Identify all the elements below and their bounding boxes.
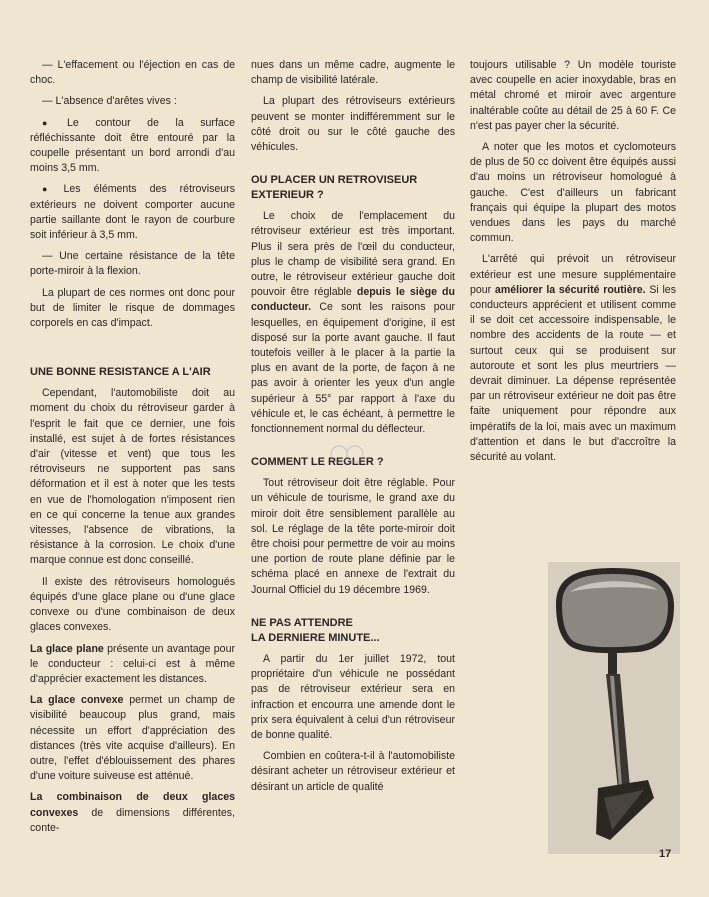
paragraph: La glace plane présente un avantage pour le conducteur : celui-ci est à même d'apprécier exactement les distances.	[30, 642, 235, 685]
bullet-icon	[42, 183, 64, 195]
paragraph: — L'absence d'arêtes vives :	[42, 95, 177, 108]
column-1	[30, 58, 235, 842]
paragraph: L'arrêté qui prévoit un rétroviseur extérieur est une mesure supplémentaire pour améliorer la sécurité routière. Si les conducteurs apprécient et utilisent comme il se doit cet accessoire indispensable, le nombre des accidents de la route — et surtout ceux qui se produisent sur autoroute et sont les plus meurtriers — devrait diminuer. La dépense représentée par un rétroviseur extérieur ne doit pas être faite uniquement pour répondre aux impératifs de la loi, mais avec un maximum d'attention et dans le but d'accroître la sécurité au volant.	[470, 253, 676, 464]
column-2	[251, 58, 455, 801]
bullet-paragraph: ● Le contour de la surface réfléchissante doit être entouré par la coupelle présentant un bord arrondi d'au moins 3,5 mm.	[30, 116, 235, 177]
section-heading: OU PLACER UN RETROVISEUR EXTERIEUR ?	[251, 174, 418, 202]
paragraph: Cependant, l'automobiliste doit au moment du choix du rétroviseur garder à l'esprit le fait que ce dernier, une fois installé, est sujet à de fortes résistances d'air (vitesse et vent) que tous les rétroviseurs ne supportent pas sans déformation et il est à noter que les tests en vue de l'homologation n'imposent rien en ce qui concerne la tenue aux grandes vitesses, l'absence de vibrations, la résistance à la corrosion. Le choix d'une marque connue est donc conseillé.	[30, 387, 235, 567]
paragraph: — Une certaine résistance de la tête porte-miroir à la flexion.	[30, 250, 235, 278]
paragraph: A noter que les motos et cyclomoteurs de plus de 50 cc doivent être équipés aussi d'au moins un rétroviseur homologué à gauche. C'est d'ailleurs un fabricant français qui équipe la plupart des motos vendues dans les pays du marché commun.	[470, 141, 676, 245]
bullet-paragraph: ● Les éléments des rétroviseurs extérieurs ne doivent comporter aucune partie saillante dont le rayon de courbure soit inférieur à 3,5 mm.	[30, 182, 235, 243]
mirror-photo	[548, 562, 680, 854]
paragraph: toujours utilisable ? Un modèle touriste avec coupelle en acier inoxydable, bras en métal chromé et miroir avec argenture inaltérable coûte au détail de 25 à 60 F. Ce n'est pas payer cher la sécurité.	[470, 59, 676, 132]
paragraph: La combinaison de deux glaces convexes de dimensions différentes, conte-	[30, 791, 235, 834]
library-stamp-icon	[329, 442, 365, 466]
section-heading: COMMENT LE REGLER ?	[251, 456, 384, 469]
paragraph: A partir du 1er juillet 1972, tout propriétaire d'un véhicule ne possédant pas de rétroviseur extérieur sera en infraction et encourra une amende dont le prix sera équivalent à celui d'un rétroviseur de bonne qualité.	[251, 652, 455, 741]
paragraph: La plupart de ces normes ont donc pour but de limiter le risque de dommages corporels en cas d'impact.	[30, 286, 235, 330]
section-heading: UNE BONNE RESISTANCE A L'AIR	[30, 366, 211, 379]
paragraph: La plupart des rétroviseurs extérieurs peuvent se monter indifféremment sur le côté droit ou sur le côté gauche des véhicules.	[251, 95, 455, 154]
paragraph: Le choix de l'emplacement du rétroviseur extérieur est très important. Plus il sera près de l'œil du conducteur, plus le champ de visibilité sera grand. En outre, le rétroviseur extérieur gauche doit pouvoir être réglable depuis le siège du conducteur. Ce sont les raisons pour lesquelles, en équipement d'origine, il est disposé sur la porte avant gauche. Il faut toutefois veiller à le placer à la partie la plus en avant de la porte, de façon à ne pas avoir à orienter les yeux d'un angle supérieur à 55° par rapport à l'axe du véhicule et, le cas échéant, à permettre le fonctionnement normal du déflecteur.	[251, 210, 455, 436]
paragraph: nues dans un même cadre, augmente le champ de visibilité latérale.	[251, 59, 455, 87]
paragraph: Il existe des rétroviseurs homologués équipés d'une glace plane ou d'une glace convexe ou d'une combinaison de deux glaces convexes.	[30, 575, 235, 634]
page-number: 17	[659, 848, 672, 860]
rearview-mirror-icon	[548, 562, 680, 854]
bullet-icon	[42, 117, 67, 129]
paragraph: Tout rétroviseur doit être réglable. Pour un véhicule de tourisme, le grand axe du miroir doit être sensiblement parallèle au sol. Le réglage de la tête porte-miroir doit être choisi pour permettre de voir au moins une portion de route plane définie par le schéma placé en annexe de l'extrait du Journal Officiel du 19 décembre 1969.	[251, 477, 455, 596]
paragraph: La glace convexe permet un champ de visibilité beaucoup plus grand, mais nécessite un effort d'appréciation des distances (très vite acquise d'ailleurs). En outre, l'effet d'éblouissement des phares d'une voiture suiveuse est atténué.	[30, 694, 236, 783]
paragraph: — L'effacement ou l'éjection en cas de choc.	[30, 59, 235, 87]
paragraph: Combien en coûtera-t-il à l'automobiliste désirant acheter un rétroviseur extérieur et désirant un article de qualité	[251, 750, 455, 793]
section-heading: NE PAS ATTENDRE LA DERNIERE MINUTE...	[251, 616, 380, 644]
column-3	[470, 58, 676, 471]
